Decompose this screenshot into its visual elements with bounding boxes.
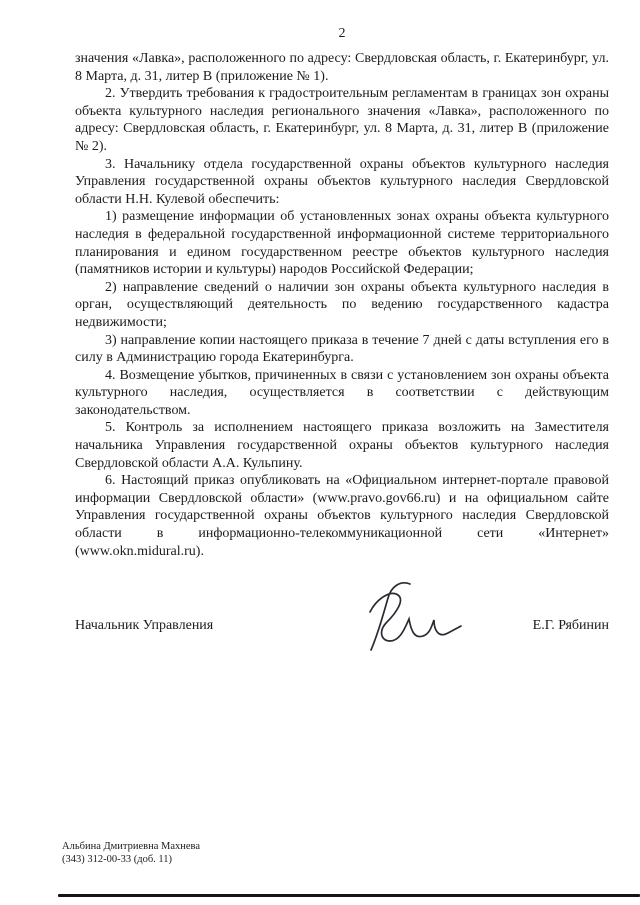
document-body (75, 50, 609, 560)
footer-contact (62, 841, 200, 866)
signatory-title: Начальник Управления (75, 618, 214, 633)
paragraph: 2) направление сведений о наличии зон охраны объекта культурного наследия в орган, осуществляющий деятельность по ведению государственного кадастра недвижимости; (75, 279, 609, 330)
paragraph: 6. Настоящий приказ опубликовать на «Официальном интернет-портале правовой информации Свердловской области» (www.pravo.gov66.ru) и на официальном сайте Управления государственной охраны объектов культурного наследия Свердловской области в информационно-телекоммуникационной сети «Интернет» (www.okn.midural.ru). (75, 473, 609, 559)
paragraph: значения «Лавка», расположенного по адресу: Свердловская область, г. Екатеринбург, ул. 8 Марта, д. 31, литер В (приложение № 1). (75, 51, 609, 84)
contact-phone: (343) 312-00-33 (доб. 11) (62, 853, 173, 865)
paragraph: 1) размещение информации об установленных зонах охраны объекта культурного наследия в федеральной государственной информационной системе территориального планирования и едином государственном реестре объектов культурного наследия (памятников истории и культуры) народов Российской Федерации; (75, 209, 609, 278)
signature-block (75, 618, 609, 634)
scan-edge-artifact (58, 894, 640, 897)
paragraph: 3. Начальнику отдела государственной охраны объектов культурного наследия Управления государственной охраны объектов культурного наследия Свердловской области Н.Н. Кулевой обеспечить: (75, 156, 609, 207)
contact-name: Альбина Дмитриевна Махнева (62, 841, 201, 852)
paragraph: 4. Возмещение убытков, причиненных в связи с установлением зон охраны объекта культурного наследия, осуществляется в соответствии с действующим законодательством. (75, 367, 609, 418)
page-number: 2 (338, 26, 346, 41)
paragraph: 3) направление копии настоящего приказа в течение 7 дней с даты вступления его в силу в Администрацию города Екатеринбурга. (75, 332, 609, 366)
signatory-name: Е.Г. Рябинин (532, 618, 609, 633)
paragraph: 2. Утвердить требования к градостроительным регламентам в границах зон охраны объекта культурного наследия регионального значения «Лавка», расположенного по адресу: Свердловская область, г. Екатеринбург, ул. 8 Марта, д. 31, литер В (приложение № 2). (75, 86, 609, 154)
paragraph: 5. Контроль за исполнением настоящего приказа возложить на Заместителя начальника Управления государственной охраны объектов культурного наследия Свердловской области А.А. Кульпину. (75, 420, 609, 471)
